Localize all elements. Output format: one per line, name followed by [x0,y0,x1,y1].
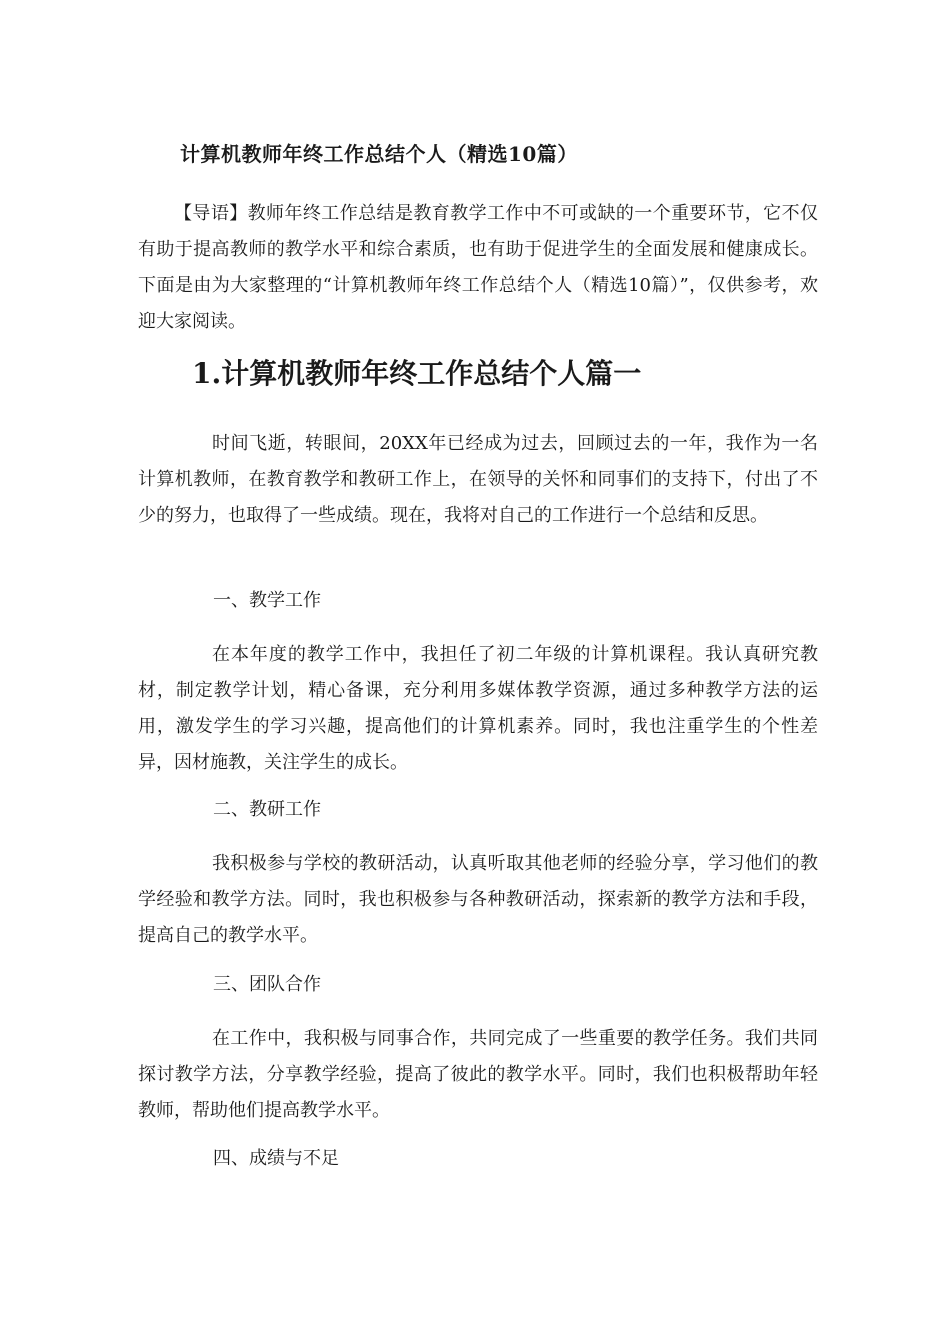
intro-paragraph: 【导语】教师年终工作总结是教育教学工作中不可或缺的一个重要环节，它不仅有助于提高教师的教学水平和综合素质，也有助于促进学生的全面发展和健康成长。下面是由为大家整理的“计算机教师年终工作总结个人（精选10篇）”，仅供参考，欢迎大家阅读。 [138,203,818,332]
research-paragraph: 我积极参与学校的教研活动，认真听取其他老师的经验分享，学习他们的教学经验和教学方法。同时，我也积极参与各种教研活动，探索新的教学方法和手段，提高自己的教学水平。 [138,853,818,946]
teaching-paragraph: 在本年度的教学工作中，我担任了初二年级的计算机课程。我认真研究教材，制定教学计划，精心备课，充分利用多媒体教学资源，通过多种教学方法的运用，激发学生的学习兴趣，提高他们的计算机素养。同时，我也注重学生的个性差异，因材施教，关注学生的成长。 [138,644,818,773]
subheading-achievements: 四、成绩与不足 [213,1148,339,1169]
section-heading: 1.计算机教师年终工作总结个人篇一 [192,357,642,390]
subheading-teaching: 一、教学工作 [213,590,321,611]
teamwork-paragraph: 在工作中，我积极与同事合作，共同完成了一些重要的教学任务。我们共同探讨教学方法，分享教学经验，提高了彼此的教学水平。同时，我们也积极帮助年轻教师，帮助他们提高教学水平。 [138,1028,818,1121]
subheading-teamwork: 三、团队合作 [213,974,321,995]
subheading-research: 二、教研工作 [213,799,321,820]
document-title: 计算机教师年终工作总结个人（精选10篇） [180,142,578,166]
opening-paragraph: 时间飞逝，转眼间，20XX年已经成为过去，回顾过去的一年，我作为一名计算机教师，在教育教学和教研工作上，在领导的关怀和同事们的支持下，付出了不少的努力，也取得了一些成绩。现在，我将对自己的工作进行一个总结和反思。 [138,433,818,526]
